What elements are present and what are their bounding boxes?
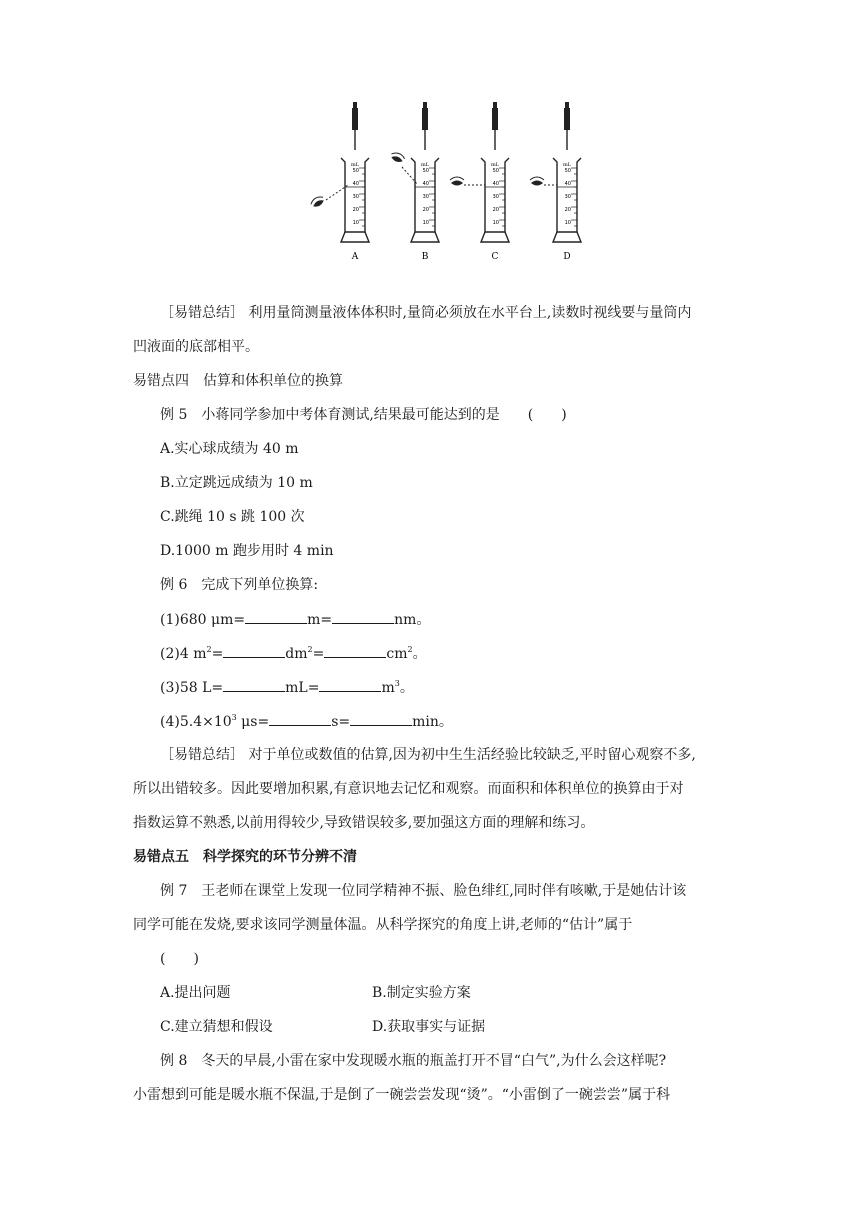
cylinder-c [450,102,509,262]
answer-blank [223,643,285,658]
tick-label: 10 [422,220,429,226]
answer-blank [319,677,381,692]
tick-label: 30 [492,194,499,200]
tick-label: 20 [422,207,429,213]
tick-label: 40 [352,181,359,187]
ex5-option-c: C.跳绳 10 s 跳 100 次 [160,509,305,525]
tick-label: 50 [564,168,571,174]
tick-label: 10 [564,220,571,226]
ex5-option-b: B.立定跳远成绩为 10 m [160,475,313,491]
cylinder-d-label: D [563,252,571,262]
cylinder-a-label: A [351,252,359,262]
summary3-line1: ［易错总结］ 利用量筒测量液体体积时,量筒必须放在水平台上,读数时视线要与量筒内 [160,305,692,321]
ex7-option-d: D.获取事实与证据 [372,1019,486,1035]
ex7-option-c: C.建立猜想和假设 [160,1019,273,1035]
tick-label: 50 [422,168,429,174]
answer-blank [324,643,386,658]
answer-blank [332,609,394,624]
cylinder-a [309,102,369,262]
tick-label: 30 [564,194,571,200]
tick-label: 50 [352,168,359,174]
answer-blank [245,609,307,624]
ex7-line2: 同学可能在发烧,要求该同学测量体温。从科学探究的角度上讲,老师的“估计”属于 [133,917,633,933]
section5-title: 易错点五 科学探究的环节分辨不清 [133,849,357,865]
graduated-cylinders-figure [300,100,600,270]
ex6-q3: (3)58 $L= mL= m^3$。 [160,679,414,696]
answer-blank [223,677,285,692]
ex7-line3: ( ) [160,951,199,967]
ex5-option-d: D.1000 m 跑步用时 4 min [160,543,334,559]
tick-label: 50 [492,168,499,174]
cylinder-b-label: B [421,252,429,262]
unit-label: mL [420,162,430,168]
ex7-option-a: A.提出问题 [160,985,231,1001]
summary6-line3: 指数运算不熟悉,以前用得较少,导致错误较多,要加强这方面的理解和练习。 [133,815,595,831]
tick-label: 20 [564,207,571,213]
section4-title: 易错点四 估算和体积单位的换算 [133,373,343,389]
tick-label: 30 [422,194,429,200]
tick-label: 10 [492,220,499,226]
ex7-option-b: B.制定实验方案 [372,985,471,1001]
answer-blank [269,711,331,726]
tick-label: 30 [352,194,359,200]
ex6-q2: (2)4 $m^2= dm^2= cm^2$。 [160,645,427,662]
unit-label: mL [350,162,360,168]
cylinder-b [390,102,439,262]
ex6-q4: $(4)5.4\times 10^3$ μs= s= min。 [160,713,453,730]
unit-label: mL [490,162,500,168]
tick-label: 20 [352,207,359,213]
cylinder-d [530,102,581,262]
ex8-line2: 小雷想到可能是暖水瓶不保温,于是倒了一碗尝尝发现“烫”。“小雷倒了一碗尝尝”属于科 [133,1087,671,1103]
summary3-line2: 凹液面的底部相平。 [133,339,259,355]
tick-label: 20 [492,207,499,213]
ex5-option-a: A.实心球成绩为 40 m [160,441,299,457]
tick-label: 40 [564,181,571,187]
ex8-line1: 例 8 冬天的早晨,小雷在家中发现暖水瓶的瓶盖打开不冒“白气”,为什么会这样呢? [160,1053,667,1069]
ex7-line1: 例 7 王老师在课堂上发现一位同学精神不振、脸色绯红,同时伴有咳嗽,于是她估计该 [160,883,687,899]
ex6-stem: 例 6 完成下列单位换算: [160,577,319,593]
tick-label: 40 [422,181,429,187]
summary6-line2: 所以出错较多。因此要增加积累,有意识地去记忆和观察。而面积和体积单位的换算由于对 [133,781,684,797]
cylinder-c-label: C [491,252,499,262]
summary6-line1: ［易错总结］ 对于单位或数值的估算,因为初中生生活经验比较缺乏,平时留心观察不多, [160,747,696,763]
ex6-q1: (1)680 μm= m= nm。 [160,609,430,630]
answer-blank [350,711,412,726]
tick-label: 10 [352,220,359,226]
ex5-stem: 例 5 小蒋同学参加中考体育测试,结果最可能达到的是 ( ) [160,407,567,423]
tick-label: 40 [492,181,499,187]
unit-label: mL [562,162,572,168]
